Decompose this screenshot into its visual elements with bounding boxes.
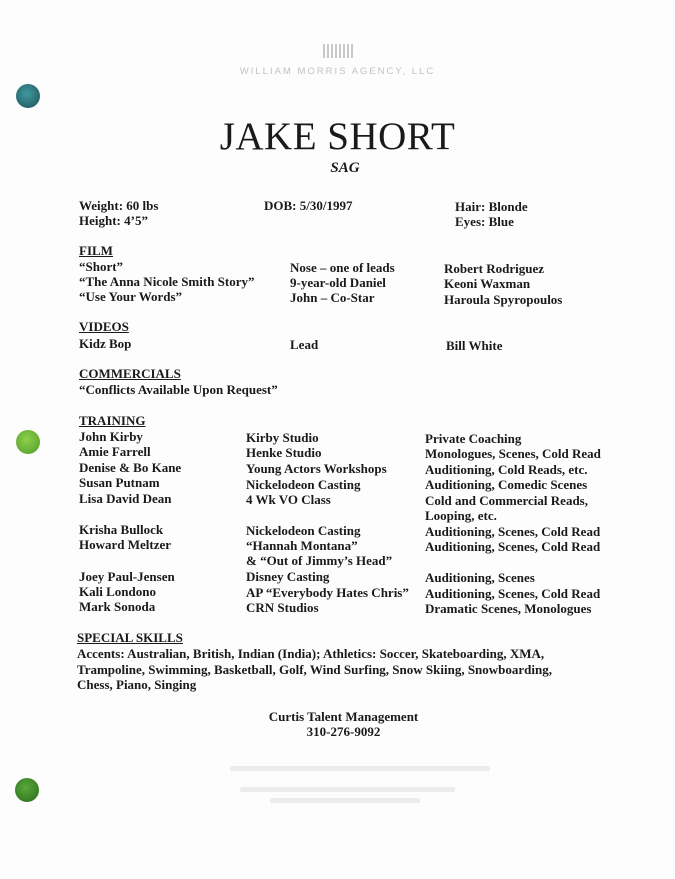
training-teacher: Kali Londono	[79, 584, 156, 599]
special-skills-line: Trampoline, Swimming, Basketball, Golf, Wind Surfing, Snow Skiing, Snowboarding,	[77, 662, 552, 677]
agency-letterhead	[0, 44, 675, 84]
film-role: John – Co-Star	[290, 290, 375, 305]
training-place: Nickelodeon Casting	[246, 477, 361, 492]
section-heading-commercials: COMMERCIALS	[79, 366, 181, 381]
section-heading-training: TRAINING	[79, 413, 146, 428]
film-role: 9-year-old Daniel	[290, 275, 386, 290]
film-role: Nose – one of leads	[290, 260, 395, 275]
bleed-through-mark	[240, 787, 455, 792]
training-teacher: John Kirby	[79, 429, 143, 444]
video-title: Kidz Bop	[79, 336, 132, 351]
training-focus: Auditioning, Cold Reads, etc.	[425, 462, 588, 477]
stat-height: Height: 4’5”	[79, 213, 148, 228]
film-director: Haroula Spyropoulos	[444, 292, 563, 307]
training-focus: Auditioning, Comedic Scenes	[425, 477, 588, 492]
film-director: Robert Rodriguez	[444, 261, 545, 276]
stat-hair: Hair: Blonde	[455, 199, 528, 214]
union-affiliation: SAG	[330, 160, 360, 176]
stat-dob: DOB: 5/30/1997	[264, 198, 353, 213]
training-place: CRN Studios	[246, 600, 319, 615]
training-teacher: Lisa David Dean	[79, 491, 172, 506]
training-place: “Hannah Montana”	[246, 538, 358, 553]
film-title: “Short”	[79, 259, 124, 274]
actor-name: JAKE SHORT	[219, 115, 456, 158]
bleed-through-mark	[270, 798, 420, 803]
management-name: Curtis Talent Management	[268, 709, 419, 724]
section-heading-videos: VIDEOS	[79, 319, 129, 334]
training-focus: Auditioning, Scenes	[425, 570, 535, 585]
special-skills-line: Accents: Australian, British, Indian (India); Athletics: Soccer, Skateboarding, XMA,	[77, 646, 545, 661]
training-place: Kirby Studio	[246, 430, 319, 445]
training-focus: Auditioning, Scenes, Cold Read	[425, 539, 601, 554]
training-focus: Auditioning, Scenes, Cold Read	[425, 524, 601, 539]
training-place: Nickelodeon Casting	[246, 523, 361, 538]
management-phone: 310-276-9092	[306, 724, 381, 739]
training-place-continued: & “Out of Jimmy’s Head”	[246, 553, 393, 568]
bleed-through-mark	[230, 766, 490, 771]
binder-hole-top	[16, 84, 40, 108]
special-skills-line: Chess, Piano, Singing	[77, 677, 197, 692]
training-teacher: Amie Farrell	[79, 444, 151, 459]
film-title: “The Anna Nicole Smith Story”	[79, 274, 255, 289]
section-heading-special-skills: SPECIAL SKILLS	[77, 630, 183, 645]
video-role: Lead	[290, 337, 319, 352]
training-place: Henke Studio	[246, 445, 322, 460]
film-title: “Use Your Words”	[79, 289, 183, 304]
agency-subline	[0, 78, 675, 84]
training-place: AP “Everybody Hates Chris”	[246, 585, 409, 600]
section-heading-film: FILM	[79, 243, 113, 258]
training-teacher: Howard Meltzer	[79, 537, 172, 552]
training-place: Young Actors Workshops	[246, 461, 387, 476]
training-focus: Private Coaching	[425, 431, 522, 446]
commercials-note: “Conflicts Available Upon Request”	[79, 382, 278, 397]
training-teacher: Denise & Bo Kane	[79, 460, 182, 475]
training-focus: Dramatic Scenes, Monologues	[425, 601, 592, 616]
binder-hole-middle	[16, 430, 40, 454]
training-teacher: Joey Paul-Jensen	[79, 569, 175, 584]
binder-hole-bottom	[15, 778, 39, 802]
training-teacher: Krisha Bullock	[79, 522, 164, 537]
stat-eyes: Eyes: Blue	[455, 214, 514, 229]
agency-logo-mark	[323, 44, 353, 58]
training-teacher: Mark Sonoda	[79, 599, 156, 614]
agency-name: WILLIAM MORRIS AGENCY, LLC	[239, 66, 436, 77]
training-focus: Auditioning, Scenes, Cold Read	[425, 586, 601, 601]
training-teacher: Susan Putnam	[79, 475, 160, 490]
training-focus: Cold and Commercial Reads,	[425, 493, 588, 508]
stat-weight: Weight: 60 lbs	[79, 198, 159, 213]
training-focus-continued: Looping, etc.	[425, 508, 497, 523]
training-place: Disney Casting	[246, 569, 330, 584]
video-director: Bill White	[446, 338, 503, 353]
training-place: 4 Wk VO Class	[246, 492, 331, 507]
training-focus: Monologues, Scenes, Cold Read	[425, 446, 601, 461]
film-director: Keoni Waxman	[444, 276, 531, 291]
